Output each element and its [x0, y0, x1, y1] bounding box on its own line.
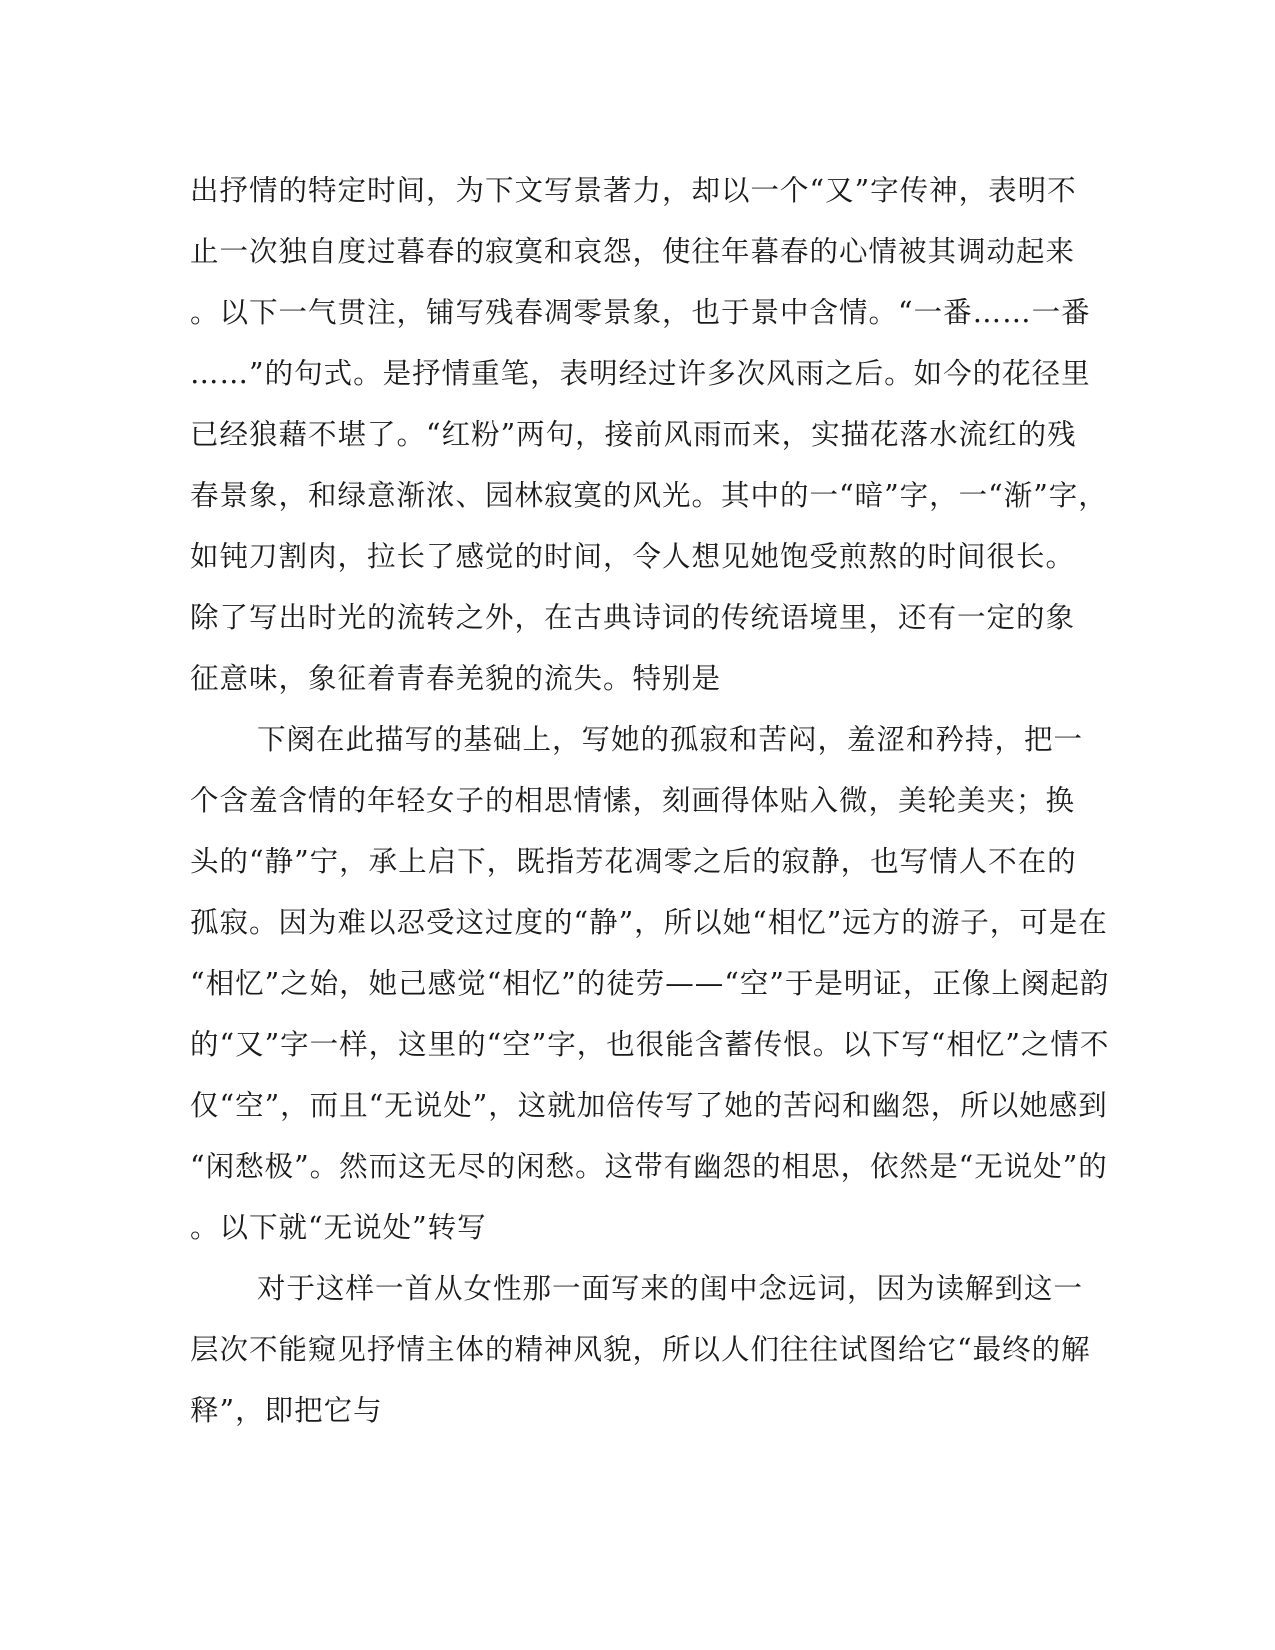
text-line: 头的“静”宁，承上启下，既指芳花凋零之后的寂静，也写情人不在的	[190, 845, 1077, 878]
text-line: 征意味，象征着青春羌貌的流失。特别是	[190, 662, 722, 695]
text-line: 春景象，和绿意渐浓、园林寂寞的风光。其中的一“暗”字，一“渐”字，	[190, 479, 1108, 512]
text-line: 仅“空”，而且“无说处”，这就加倍传写了她的苦闷和幽怨，所以她感到	[190, 1089, 1108, 1122]
paragraph-1	[190, 160, 1108, 709]
text-line: “闲愁极”。然而这无尽的闲愁。这带有幽怨的相思，依然是“无说处”的	[190, 1150, 1108, 1183]
body-text	[190, 160, 1110, 1441]
text-line: 如钝刀割肉，拉长了感觉的时间，令人想见她饱受煎熬的时间很长。	[190, 540, 1076, 573]
text-line: 。以下就“无说处”转写	[190, 1211, 487, 1244]
paragraph-2	[190, 709, 1110, 1258]
paragraph-3	[190, 1258, 1090, 1441]
text-line: 对于这样一首从女性那一面写来的闺中念远词，因为读解到这一	[257, 1272, 1084, 1305]
text-line: 出抒情的特定时间，为下文写景著力，却以一个“又”字传神，表明不	[190, 174, 1077, 207]
text-line: 释”，即把它与	[190, 1394, 383, 1427]
text-line: 止一次独自度过暮春的寂寞和哀怨，使往年暮春的心情被其调动起来	[190, 235, 1076, 268]
text-line: ……”的句式。是抒情重笔，表明经过许多次风雨之后。如今的花径里	[190, 357, 1091, 390]
text-line: 的“又”字一样，这里的“空”字，也很能含蓄传恨。以下写“相忆”之情不	[190, 1028, 1110, 1061]
text-line: 除了写出时光的流转之外，在古典诗词的传统语境里，还有一定的象	[190, 601, 1076, 634]
text-line: 层次不能窥见抒情主体的精神风貌，所以人们往往试图给它“最终的解	[190, 1333, 1091, 1366]
text-line: 。以下一气贯注，铺写残春凋零景象，也于景中含情。“一番……一番	[190, 296, 1091, 329]
text-line: “相忆”之始，她己感觉“相忆”的徒劳——“空”于是明证，正像上阕起韵	[190, 967, 1110, 1000]
text-line: 已经狼藉不堪了。“红粉”两句，接前风雨而来，实描花落水流红的残	[190, 418, 1077, 451]
text-line: 个含羞含情的年轻女子的相思情愫，刻画得体贴入微，美轮美夹；换	[190, 784, 1076, 817]
text-line: 下阕在此描写的基础上，写她的孤寂和苦闷，羞涩和矜持，把一	[257, 723, 1084, 756]
text-line: 孤寂。因为难以忍受这过度的“静”，所以她“相忆”远方的游子，可是在	[190, 906, 1108, 939]
